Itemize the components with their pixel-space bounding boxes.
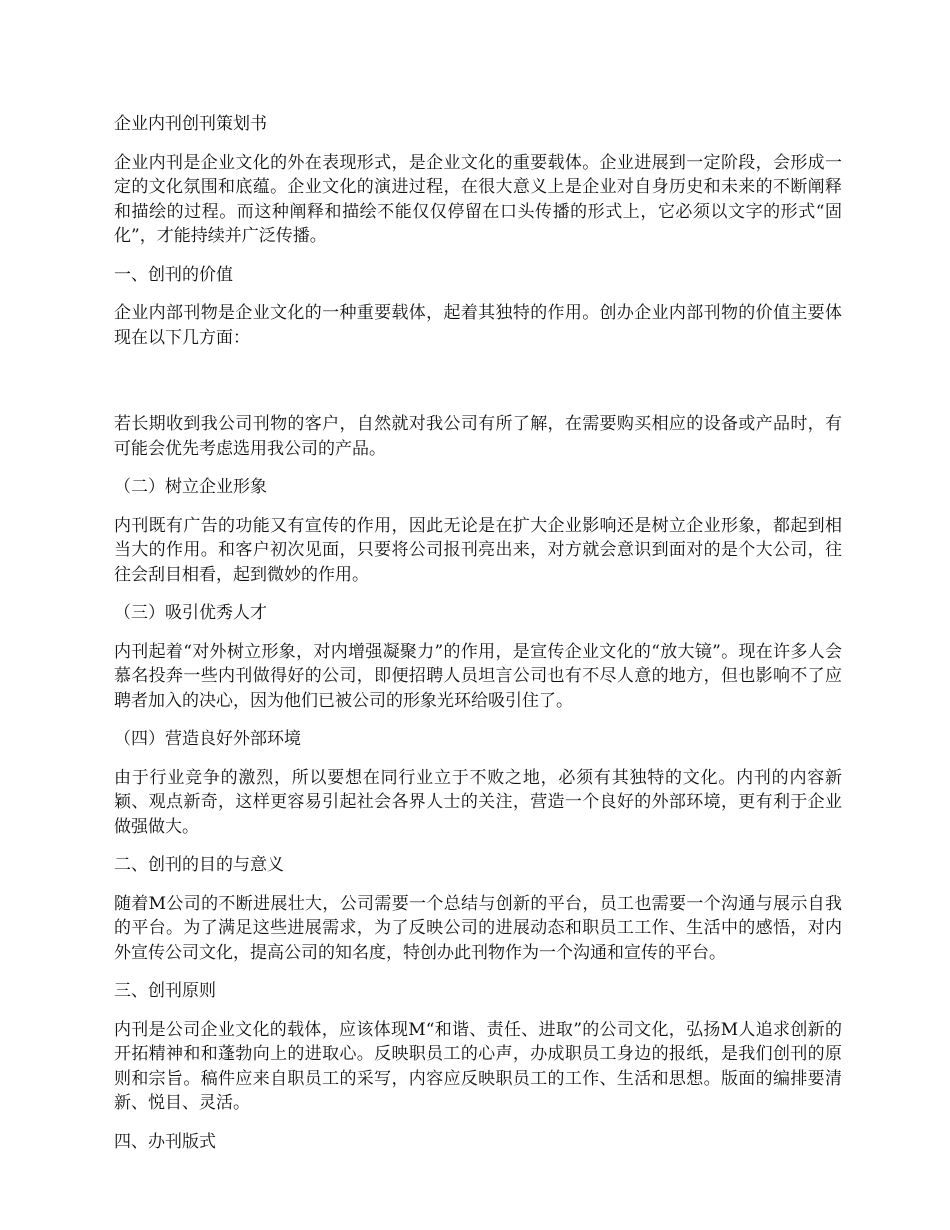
section-1-heading: 一、创刊的价值 xyxy=(114,264,233,285)
section-2-heading: 二、创刊的目的与意义 xyxy=(114,855,284,875)
section-4-heading: 四、办刊版式 xyxy=(114,1131,216,1152)
subsection-2-heading: （二）树立企业形象 xyxy=(114,477,267,497)
intro-paragraph: 企业内刊是企业文化的外在表现形式，是企业文化的重要载体。企业进展到一定阶段，会形成一定的文化氛围和底蕴。企业文化的演进过程，在很大意义上是企业对自身历史和未来的不断阐释和描绘的过程。而这种阐释和描绘不能仅仅停留在口头传播的形式上，它必须以文字的形式“固化”，才能持续并广泛传播。 xyxy=(114,152,842,246)
subsection-3-heading: （三）吸引优秀人才 xyxy=(114,603,267,623)
document-title: 企业内刊创刊策划书 xyxy=(114,114,267,134)
section-3-heading: 三、创刊原则 xyxy=(114,981,216,1001)
section-3-paragraph: 内刊是公司企业文化的载体，应该体现M“和谐、责任、进取”的公司文化，弘扬M人追求创新的开拓精神和和蓬勃向上的进取心。反映职员工的心声，办成职员工身边的报纸，是我们创刊的原则和宗旨。稿件应来自职员工的采写，内容应反映职员工的工作、生活和思想。版面的编排要清新、悦目、灵活。 xyxy=(114,1019,842,1113)
subsection-3-paragraph: 内刊起着“对外树立形象，对内增强凝聚力”的作用，是宣传企业文化的“放大镜”。现在许多人会慕名投奔一些内刊做得好的公司，即便招聘人员坦言公司也有不尽人意的地方，但也影响不了应聘者加入的决心，因为他们已被公司的形象光环给吸引住了。 xyxy=(114,641,842,711)
section-1-paragraph: 企业内部刊物是企业文化的一种重要载体，起着其独特的作用。创办企业内部刊物的价值主要体现在以下几方面： xyxy=(114,303,842,348)
subsection-4-heading: （四）营造良好外部环境 xyxy=(114,729,301,749)
section-2-paragraph: 随着M公司的不断进展壮大，公司需要一个总结与创新的平台，员工也需要一个沟通与展示自我的平台。为了满足这些进展需求，为了反映公司的进展动态和职员工工作、生活中的感悟，对内外宣传公司文化，提高公司的知名度，特创办此刊物作为一个沟通和宣传的平台。 xyxy=(114,893,842,963)
document-page xyxy=(114,112,842,1168)
blank-gap xyxy=(114,364,842,412)
subsection-2-paragraph: 内刊既有广告的功能又有宣传的作用，因此无论是在扩大企业影响还是树立企业形象，都起到相当大的作用。和客户初次见面，只要将公司报刊亮出来，对方就会意识到面对的是个大公司，往往会刮目相看，起到微妙的作用。 xyxy=(114,515,842,585)
section-1-customer-paragraph: 若长期收到我公司刊物的客户，自然就对我公司有所了解，在需要购买相应的设备或产品时，有可能会优先考虑选用我公司的产品。 xyxy=(114,414,842,459)
subsection-4-paragraph: 由于行业竞争的激烈，所以要想在同行业立于不败之地，必须有其独特的文化。内刊的内容新颖、观点新奇，这样更容易引起社会各界人士的关注，营造一个良好的外部环境，更有利于企业做强做大。 xyxy=(114,767,842,837)
